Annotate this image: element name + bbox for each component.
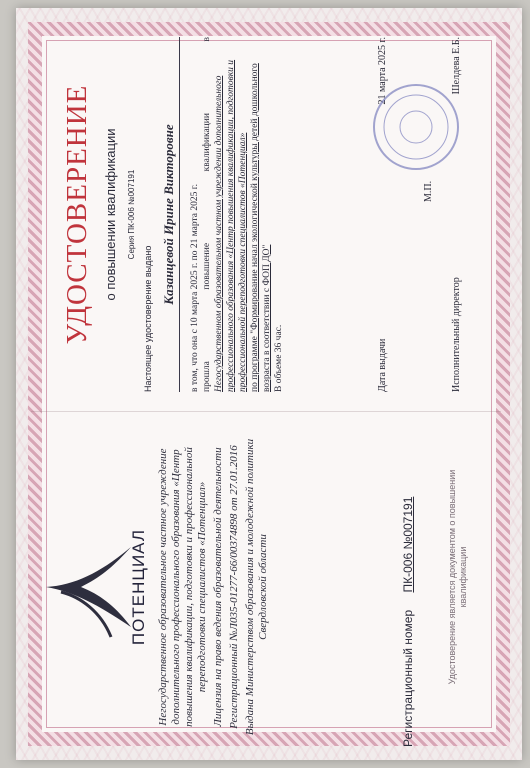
signature-row (451, 37, 462, 392)
row-word-2: повышение (202, 242, 212, 290)
hours: В объеме 36 час. (274, 324, 284, 392)
issue-date-label: Дата выдачи (377, 338, 388, 392)
director-name: Шелдева Е.Б. (451, 37, 462, 95)
stamp-icon (371, 82, 461, 172)
director-label: Исполнительный директор (451, 277, 462, 392)
license-label: Лицензия на право ведения образовательной деятельности (212, 447, 224, 727)
registration-value: ПК-006 №007191 (401, 496, 415, 593)
certificate-series: Серия ПК-006 №007191 (127, 169, 136, 260)
certificate-title: УДОСТОВЕРЕНИЕ (61, 84, 93, 345)
registration-label: Регистрационный номер (401, 609, 415, 747)
organization-info (157, 427, 273, 747)
potential-logo-icon (41, 527, 136, 647)
left-panel (31, 422, 501, 760)
row-word-3: квалификации (202, 113, 212, 172)
certificate-subtitle: о повышении квалификации (103, 128, 118, 301)
license-issuer: Выдана Министерством образования и молодежной политики Свердловской области (244, 438, 269, 736)
recipient-name: Казанцевой Ирине Викторовне (161, 37, 180, 392)
row-word-4: в (202, 37, 212, 42)
training-row (201, 37, 213, 392)
registration-number (401, 427, 415, 747)
footnote: Удостоверение является документом о повышении квалификации (447, 469, 468, 685)
issued-to-label: Настоящее удостоверение выдано (143, 245, 153, 392)
logo-text: ПОТЕНЦИАЛ (129, 528, 148, 646)
institution-name: Негосударственном образовательном частном учреждении дополнительного профессионального образования «Центр повышения квалификации, подготовки и профессиональной переподготовки специалистов «Потенциал» (214, 59, 248, 392)
seal-place: М.П. (423, 180, 434, 202)
license-number: Регистрационный №Л035-01277-66/00374898 от 27.01.2016 (228, 445, 240, 729)
fold-line (31, 411, 501, 412)
row-word-1: прошла (202, 361, 212, 392)
certificate-content (31, 27, 501, 760)
issue-date-value: 21 марта 2025 г. (377, 37, 388, 105)
certificate-body (189, 37, 285, 392)
organization-name: Негосударственное образовательное частное учреждение дополнительного профессионального образования «Центр повышения квалификации, подготовки и профессиональной переподготовки специалистов «Потенциал» (157, 447, 208, 727)
program-name: по программе "Формирование начал экологической культуры детей дошкольного возраста в соответствии с ФОП ДО" (250, 63, 272, 392)
right-panel (31, 27, 501, 402)
certificate-paper (16, 8, 522, 760)
training-period: в том, что она с 10 марта 2025 г. по 21 марта 2025 г. (190, 184, 200, 392)
